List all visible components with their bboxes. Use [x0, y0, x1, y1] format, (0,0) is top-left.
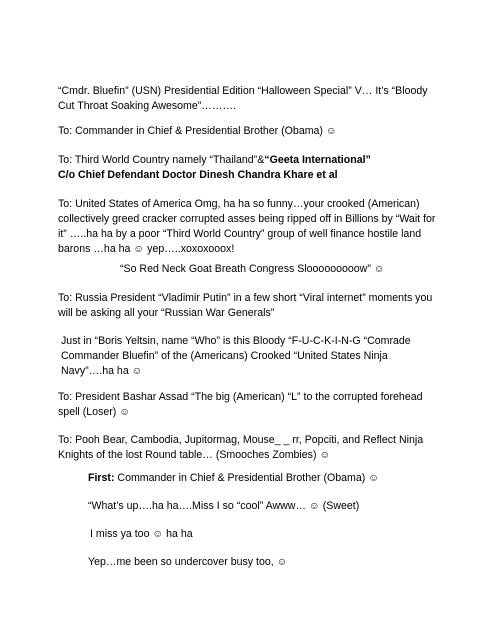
defendant-line: C/o Chief Defendant Doctor Dinesh Chandra Khare et al	[58, 169, 338, 181]
first-label: First:	[88, 472, 115, 484]
assad-paragraph: To: President Bashar Assad “The big (American) “L” to the corrupted forehead spell (Loser) ☺	[58, 391, 423, 418]
thailand-paragraph	[58, 153, 440, 183]
document-title-paragraph: “Cmdr. Bluefin” (USN) Presidential Edition “Halloween Special” V… It’s “Bloody Cut Throat Soaking Awesome”……….	[58, 85, 428, 112]
first-paragraph	[88, 471, 448, 486]
usa-paragraph: To: United States of America Omg, ha ha so funny…your crooked (American) collectively greed cracker corrupted asses being ripped off in Billions by “Wait for it” …..ha ha by a poor “Third World Country” group of well finance hostile land barons …ha ha ☺ yep…..xoxoxooox!	[58, 198, 436, 255]
obama-greeting-paragraph: To: Commander in Chief & Presidential Brother (Obama) ☺	[58, 125, 337, 137]
yeltsin-paragraph: Just in “Boris Yeltsin, name “Who” is this Bloody “F-U-C-K-I-N-G “Comrade Commander Bluefin” of the (Americans) Crooked “United States Ninja Navy”….ha ha ☺	[61, 335, 411, 377]
pooh-bear-paragraph: To: Pooh Bear, Cambodia, Jupitormag, Mouse_ _ rr, Popciti, and Reflect Ninja Knights of the lost Round table… (Smooches Zombies) ☺	[58, 434, 424, 461]
russia-paragraph: To: Russia President “Vladimir Putin” in a few short “Viral internet” moments you will be asking all your “Russian War Generals”	[58, 292, 433, 319]
first-text: Commander in Chief & Presidential Brother (Obama) ☺	[114, 472, 380, 484]
miss-ya-line: I miss ya too ☺ ha ha	[90, 528, 193, 540]
undercover-line: Yep…me been so undercover busy too, ☺	[88, 556, 288, 568]
geeta-international-label: “Geeta International”	[264, 154, 371, 166]
whats-up-line: “What’s up….ha ha….Miss I so “cool” Awww… ☺ (Sweet)	[88, 500, 360, 512]
thailand-line-prefix: To: Third World Country namely “Thailand”&	[58, 154, 265, 166]
congress-quote: “So Red Neck Goat Breath Congress Slooooooooow” ☺	[120, 263, 385, 275]
